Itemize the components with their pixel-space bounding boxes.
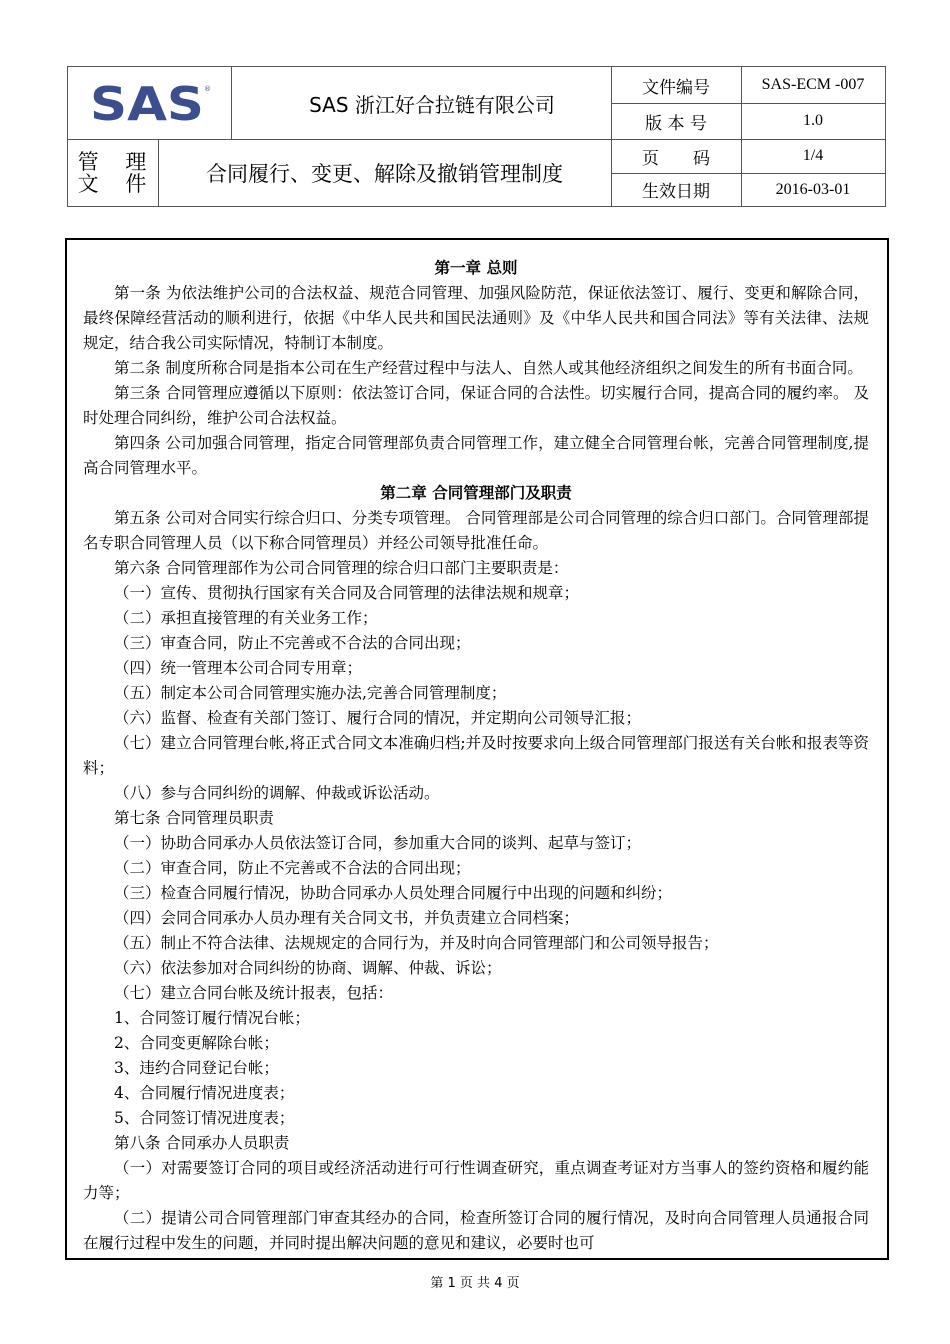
page-label: 页 码 — [642, 148, 710, 169]
article-paragraph: 第三条 合同管理应遵循以下原则：依法签订合同，保证合同的合法性。切实履行合同，提高合同的履约率。 及时处理合同纠纷，维护公司合法权益。 — [83, 384, 869, 427]
list-item: （二）审查合同，防止不完善或不合法的合同出现； — [114, 859, 471, 877]
management-label-line1: 管 理 — [77, 150, 157, 174]
article-paragraph: 第五条 公司对合同实行综合归口、分类专项管理。 合同管理部是公司合同管理的综合归口部门。合同管理部提名专职合同管理人员（以下称合同管理员）并经公司领导批准任命。 — [83, 509, 869, 552]
article-paragraph: 第六条 合同管理部作为公司合同管理的综合归口部门主要职责是： — [114, 559, 569, 577]
list-item: （二）提请公司合同管理部门审查其经办的合同，检查所签订合同的履行情况，及时向合同管理人员通报合同在履行过程中发生的问题，并同时提出解决问题的意见和建议，必要时也可 — [83, 1209, 869, 1252]
registered-mark-icon: ® — [203, 85, 211, 93]
chapter-heading: 第一章 总则 — [434, 259, 518, 277]
list-item: （三）审查合同，防止不完善或不合法的合同出现； — [114, 634, 471, 652]
list-item: （一）宣传、贯彻执行国家有关合同及合同管理的法律法规和规章； — [114, 584, 580, 602]
list-item: （三）检查合同履行情况，协助合同承办人员处理合同履行中出现的问题和纠纷； — [114, 884, 673, 902]
doc-number-label: 文件编号 — [642, 77, 710, 98]
article-paragraph: 第二条 制度所称合同是指本公司在生产经营过程中与法人、自然人或其他经济组织之间发生的所有书面合同。 — [114, 359, 863, 377]
article-paragraph: 第四条 公司加强合同管理，指定合同管理部负责合同管理工作，建立健全合同管理台帐，完善合同管理制度,提高合同管理水平。 — [83, 434, 869, 477]
document-body — [83, 256, 869, 1256]
list-item: （七）建立合同台帐及统计报表，包括： — [114, 984, 394, 1002]
list-item: （六）监督、检查有关部门签订、履行合同的情况，并定期向公司领导汇报； — [114, 709, 642, 727]
list-item: （八）参与合同纠纷的调解、仲裁或诉讼活动。 — [114, 784, 440, 802]
management-document-label — [68, 139, 158, 207]
list-item: （六）依法参加对合同纠纷的协商、调解、仲裁、诉讼； — [114, 959, 502, 977]
sub-list-item: 1、合同签订履行情况台帐； — [114, 1009, 310, 1027]
list-item: （四）会同合同承办人员办理有关合同文书，并负责建立合同档案； — [114, 909, 580, 927]
effective-date-label: 生效日期 — [642, 182, 710, 202]
page-value: 1/4 — [802, 147, 824, 164]
article-paragraph: 第一条 为依法维护公司的合法权益、规范合同管理、加强风险防范，保证依法签订、履行、变更和解除合同，最终保障经营活动的顺利进行，依据《中华人民共和国民法通则》及《中华人民共和国合同法》等有关法律、法规规定，结合我公司实际情况，特制订本制度。 — [83, 284, 869, 352]
article-paragraph: 第七条 合同管理员职责 — [114, 809, 274, 827]
management-label-line2: 文 件 — [77, 172, 157, 196]
sub-list-item: 5、合同签订情况进度表； — [114, 1109, 295, 1127]
document-header-table — [67, 66, 886, 207]
list-item: （一）协助合同承办人员依法签订合同，参加重大合同的谈判、起草与签订； — [114, 834, 642, 852]
list-item: （一）对需要签订合同的项目或经济活动进行可行性调查研究，重点调查考证对方当事人的签约资格和履约能力等； — [83, 1159, 869, 1202]
sub-list-item: 3、违约合同登记台帐； — [114, 1059, 279, 1077]
chapter-heading: 第二章 合同管理部门及职责 — [380, 484, 572, 502]
list-item: （七）建立合同管理台帐,将正式合同文本准确归档;并及时按要求向上级合同管理部门报送有关台帐和报表等资料； — [83, 734, 869, 777]
document-title: 合同履行、变更、解除及撤销管理制度 — [206, 162, 563, 186]
list-item: （四）统一管理本公司合同专用章； — [114, 659, 363, 677]
sub-list-item: 2、合同变更解除台帐； — [114, 1034, 279, 1052]
version-value: 1.0 — [803, 112, 823, 129]
company-logo — [68, 67, 231, 139]
effective-date-value: 2016-03-01 — [775, 180, 851, 198]
document-body-frame — [65, 238, 889, 1260]
sub-list-item: 4、合同履行情况进度表； — [114, 1084, 295, 1102]
page-footer: 第 1 页 共 4 页 — [430, 1276, 520, 1291]
list-item: （五）制定本公司合同管理实施办法,完善合同管理制度； — [114, 684, 507, 702]
list-item: （五）制止不符合法律、法规规定的合同行为，并及时向合同管理部门和公司领导报告； — [114, 934, 719, 952]
list-item: （二）承担直接管理的有关业务工作； — [114, 609, 378, 627]
version-label: 版 本 号 — [645, 113, 707, 134]
article-paragraph: 第八条 合同承办人员职责 — [114, 1134, 290, 1152]
doc-number-value: SAS-ECM -007 — [761, 76, 865, 93]
company-name: SAS 浙江好合拉链有限公司 — [309, 92, 555, 117]
logo-text: SAS — [89, 79, 204, 127]
